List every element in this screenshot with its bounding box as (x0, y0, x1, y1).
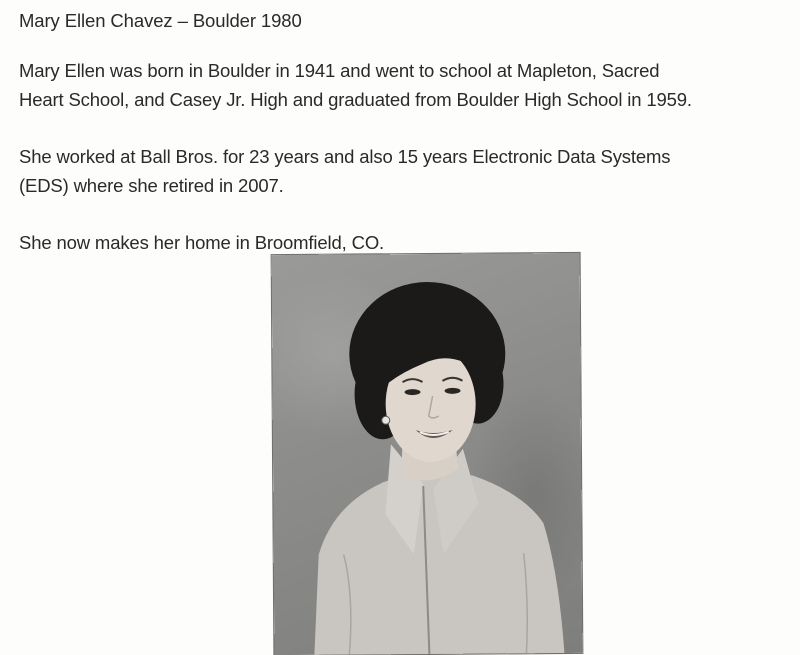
paragraph-line: (EDS) where she retired in 2007. (19, 175, 284, 196)
paragraph-line: She now makes her home in Broomfield, CO. (19, 232, 385, 253)
paragraph-line: She worked at Ball Bros. for 23 years and also 15 years Electronic Data Systems (19, 146, 671, 167)
paragraph-line: Heart School, and Casey Jr. High and graduated from Boulder High School in 1959. (19, 89, 692, 110)
portrait-illustration (272, 253, 583, 655)
paragraph-line: Mary Ellen was born in Boulder in 1941 and went to school at Mapleton, Sacred (19, 60, 660, 81)
portrait-photo (272, 253, 583, 655)
paragraph-education (19, 56, 799, 114)
document-title: Mary Ellen Chavez – Boulder 1980 (19, 10, 302, 31)
paragraph-career (19, 142, 799, 200)
paragraph-residence (19, 228, 799, 257)
